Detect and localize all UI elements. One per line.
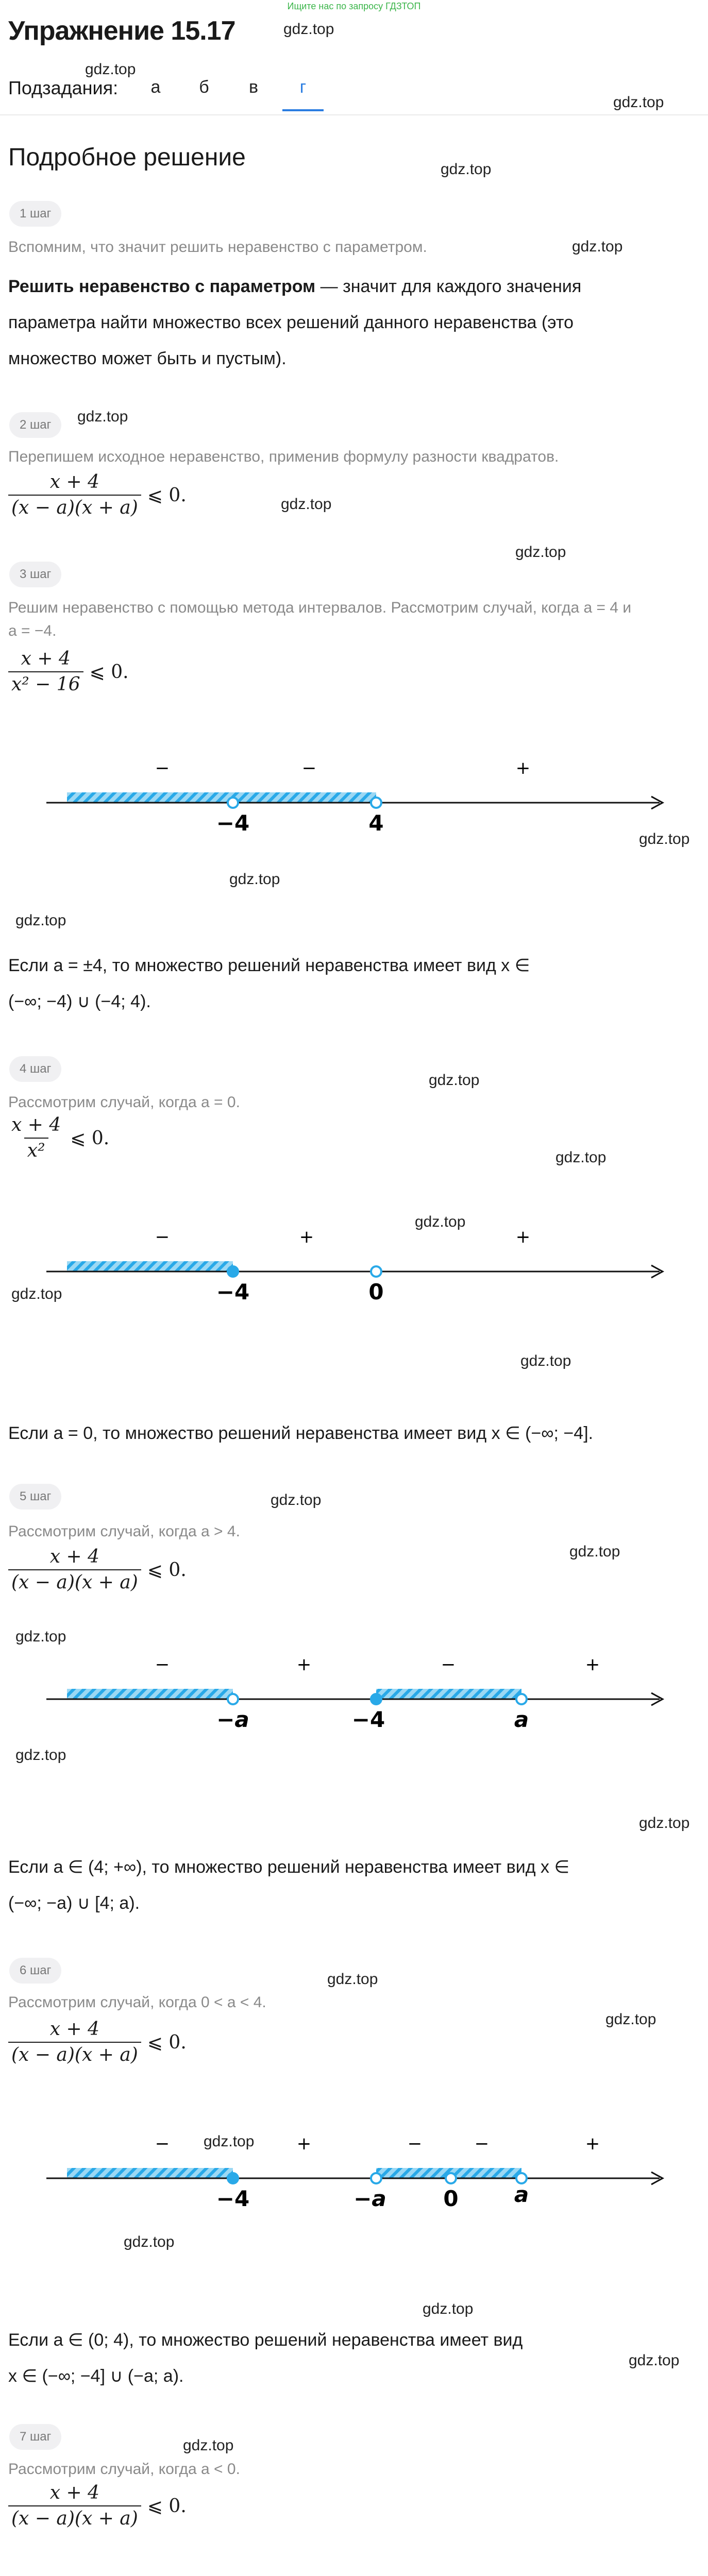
hatched-interval	[233, 792, 376, 803]
watermark: gdz.top	[229, 871, 280, 888]
watermark: gdz.top	[639, 1815, 690, 1832]
step-hint: Вспомним, что значит решить неравенство с параметром.	[8, 239, 427, 256]
denominator: (x − a)(x + a)	[8, 1569, 141, 1595]
numerator: x + 4	[21, 648, 71, 669]
section-title: Подробное решение	[8, 144, 246, 171]
step-result: (−∞; −a) ∪ [4; a).	[8, 1893, 140, 1913]
page-title: Упражнение 15.17	[8, 16, 235, 46]
tab-b[interactable]: б	[199, 77, 209, 97]
watermark: gdz.top	[15, 912, 66, 929]
step-result: Если a = 0, то множество решений неравенства имеет вид x ∈ (−∞; −4].	[8, 1423, 594, 1443]
open-point	[446, 2173, 456, 2183]
step-hint: a = −4.	[8, 622, 57, 639]
denominator: x²	[24, 1138, 48, 1163]
point-label: 4	[368, 810, 384, 836]
hatched-interval	[67, 2168, 233, 2178]
subtasks-label: Подзадания:	[8, 77, 119, 98]
step-hint: Перепишем исходное неравенство, применив формулу разности квадратов.	[8, 448, 559, 465]
step-hint: Рассмотрим случай, когда a > 4.	[8, 1523, 240, 1540]
hatched-interval	[67, 792, 233, 803]
numerator: x + 4	[49, 2482, 100, 2503]
hatched-interval	[67, 1689, 233, 1699]
step-hint: Рассмотрим случай, когда 0 < a < 4.	[8, 1994, 266, 2011]
watermark: gdz.top	[183, 2437, 234, 2454]
denominator: (x − a)(x + a)	[8, 2505, 141, 2531]
watermark: gdz.top	[441, 161, 492, 178]
point-label: 0	[443, 2186, 459, 2211]
interval-sign: +	[299, 1227, 314, 1247]
step-text	[8, 270, 581, 303]
step-badge: 4 шаг	[9, 1056, 61, 1082]
number-line	[0, 1211, 708, 1314]
point-label: a	[514, 2182, 529, 2207]
interval-sign: +	[296, 2133, 312, 2154]
relation: ⩽ 0.	[147, 484, 187, 506]
interval-sign: −	[155, 2133, 170, 2154]
open-point	[228, 1694, 238, 1704]
numerator: x + 4	[49, 471, 100, 493]
step-text: параметра найти множество всех решений данного неравенства (это	[8, 313, 574, 332]
step-result: Если a ∈ (0; 4), то множество решений неравенства имеет вид	[8, 2330, 523, 2350]
watermark: gdz.top	[281, 496, 332, 513]
interval-sign: −	[155, 758, 170, 778]
step-hint: Рассмотрим случай, когда a = 0.	[8, 1094, 240, 1111]
point-label: −4	[216, 2186, 250, 2211]
step-text: множество может быть и пустым).	[8, 349, 286, 368]
closed-point	[228, 1266, 238, 1277]
interval-sign: +	[585, 2133, 600, 2154]
watermark: gdz.top	[629, 2352, 680, 2369]
open-point	[371, 798, 381, 808]
step-result: Если a ∈ (4; +∞), то множество решений неравенства имеет вид x ∈	[8, 1857, 570, 1877]
number-line	[0, 742, 708, 845]
divider	[0, 114, 708, 115]
inequality	[8, 2481, 187, 2531]
relation: ⩽ 0.	[147, 1559, 187, 1581]
watermark: gdz.top	[15, 1747, 66, 1764]
closed-point	[228, 2173, 238, 2183]
relation: ⩽ 0.	[70, 1127, 110, 1149]
interval-sign: +	[515, 758, 531, 778]
definition-text: — значит для каждого значения	[315, 277, 582, 296]
watermark: gdz.top	[77, 408, 128, 425]
denominator: (x − a)(x + a)	[8, 2042, 141, 2067]
watermark: gdz.top	[415, 1213, 466, 1230]
step-hint: Решим неравенство с помощью метода интервалов. Рассмотрим случай, когда a = 4 и	[8, 599, 632, 616]
watermark: gdz.top	[605, 2011, 656, 2028]
inequality	[8, 1113, 109, 1163]
interval-sign: −	[441, 1654, 456, 1675]
point-label: −4	[216, 810, 250, 836]
closed-point	[371, 1694, 381, 1704]
watermark: gdz.top	[515, 544, 566, 561]
number-line	[0, 2117, 708, 2221]
watermark: gdz.top	[283, 21, 334, 38]
watermark: gdz.top	[11, 1285, 62, 1302]
open-point	[228, 798, 238, 808]
hatched-interval	[67, 1261, 233, 1272]
step-hint: Рассмотрим случай, когда a < 0.	[8, 2461, 240, 2478]
inequality	[8, 647, 129, 697]
numerator: x + 4	[11, 1114, 61, 1136]
watermark: gdz.top	[423, 2300, 474, 2317]
interval-sign: −	[155, 1227, 170, 1247]
watermark: gdz.top	[327, 1971, 378, 1988]
search-hint-link[interactable]: Ищите нас по запросу ГДЗТОП	[287, 1, 421, 11]
open-point	[371, 1266, 381, 1277]
interval-sign: +	[296, 1654, 312, 1675]
interval-sign: −	[407, 2133, 423, 2154]
point-label: −4	[351, 1707, 385, 1732]
point-label: 0	[368, 1279, 384, 1304]
watermark: gdz.top	[124, 2233, 175, 2250]
step-badge: 7 шаг	[9, 2424, 61, 2450]
watermark: gdz.top	[85, 61, 136, 78]
step-result: Если a = ±4, то множество решений неравенства имеет вид x ∈	[8, 956, 530, 975]
denominator: (x − a)(x + a)	[8, 495, 141, 520]
numerator: x + 4	[49, 2019, 100, 2040]
watermark: gdz.top	[520, 1352, 571, 1369]
step-badge: 6 шаг	[9, 1958, 61, 1984]
relation: ⩽ 0.	[147, 2031, 187, 2053]
interval-sign: +	[515, 1227, 531, 1247]
watermark: gdz.top	[15, 1628, 66, 1645]
step-result: x ∈ (−∞; −4] ∪ (−a; a).	[8, 2366, 184, 2386]
watermark: gdz.top	[569, 1543, 620, 1560]
watermark: gdz.top	[572, 238, 623, 255]
inequality	[8, 2017, 187, 2067]
watermark: gdz.top	[429, 1072, 480, 1089]
relation: ⩽ 0.	[147, 2495, 187, 2517]
tab-g[interactable]: г	[299, 77, 307, 97]
inequality	[8, 1545, 187, 1595]
point-label: −a	[216, 1707, 249, 1732]
numerator: x + 4	[49, 1546, 100, 1567]
number-line	[0, 1638, 708, 1741]
denominator: x² − 16	[8, 671, 83, 697]
point-label: a	[514, 1707, 529, 1732]
step-badge: 3 шаг	[9, 562, 61, 587]
watermark: gdz.top	[613, 94, 664, 111]
definition-term: Решить неравенство с параметром	[8, 277, 316, 296]
interval-sign: −	[474, 2133, 490, 2154]
interval-sign: −	[301, 758, 317, 778]
interval-sign: +	[585, 1654, 600, 1675]
step-badge: 5 шаг	[9, 1484, 61, 1510]
step-result: (−∞; −4) ∪ (−4; 4).	[8, 992, 151, 1011]
watermark: gdz.top	[639, 831, 690, 848]
point-label: −a	[353, 2186, 386, 2211]
watermark: gdz.top	[271, 1492, 322, 1509]
inequality	[8, 470, 187, 520]
step-badge: 2 шаг	[9, 412, 61, 438]
interval-sign: −	[155, 1654, 170, 1675]
open-point	[516, 1694, 527, 1704]
watermark: gdz.top	[555, 1149, 606, 1166]
tab-a[interactable]: а	[150, 77, 161, 97]
watermark: gdz.top	[204, 2133, 255, 2150]
point-label: −4	[216, 1279, 250, 1304]
step-badge: 1 шаг	[9, 201, 61, 227]
open-point	[371, 2173, 381, 2183]
relation: ⩽ 0.	[89, 661, 129, 683]
tab-v[interactable]: в	[248, 77, 259, 97]
hatched-interval	[376, 1689, 521, 1699]
active-tab-indicator	[282, 109, 324, 111]
